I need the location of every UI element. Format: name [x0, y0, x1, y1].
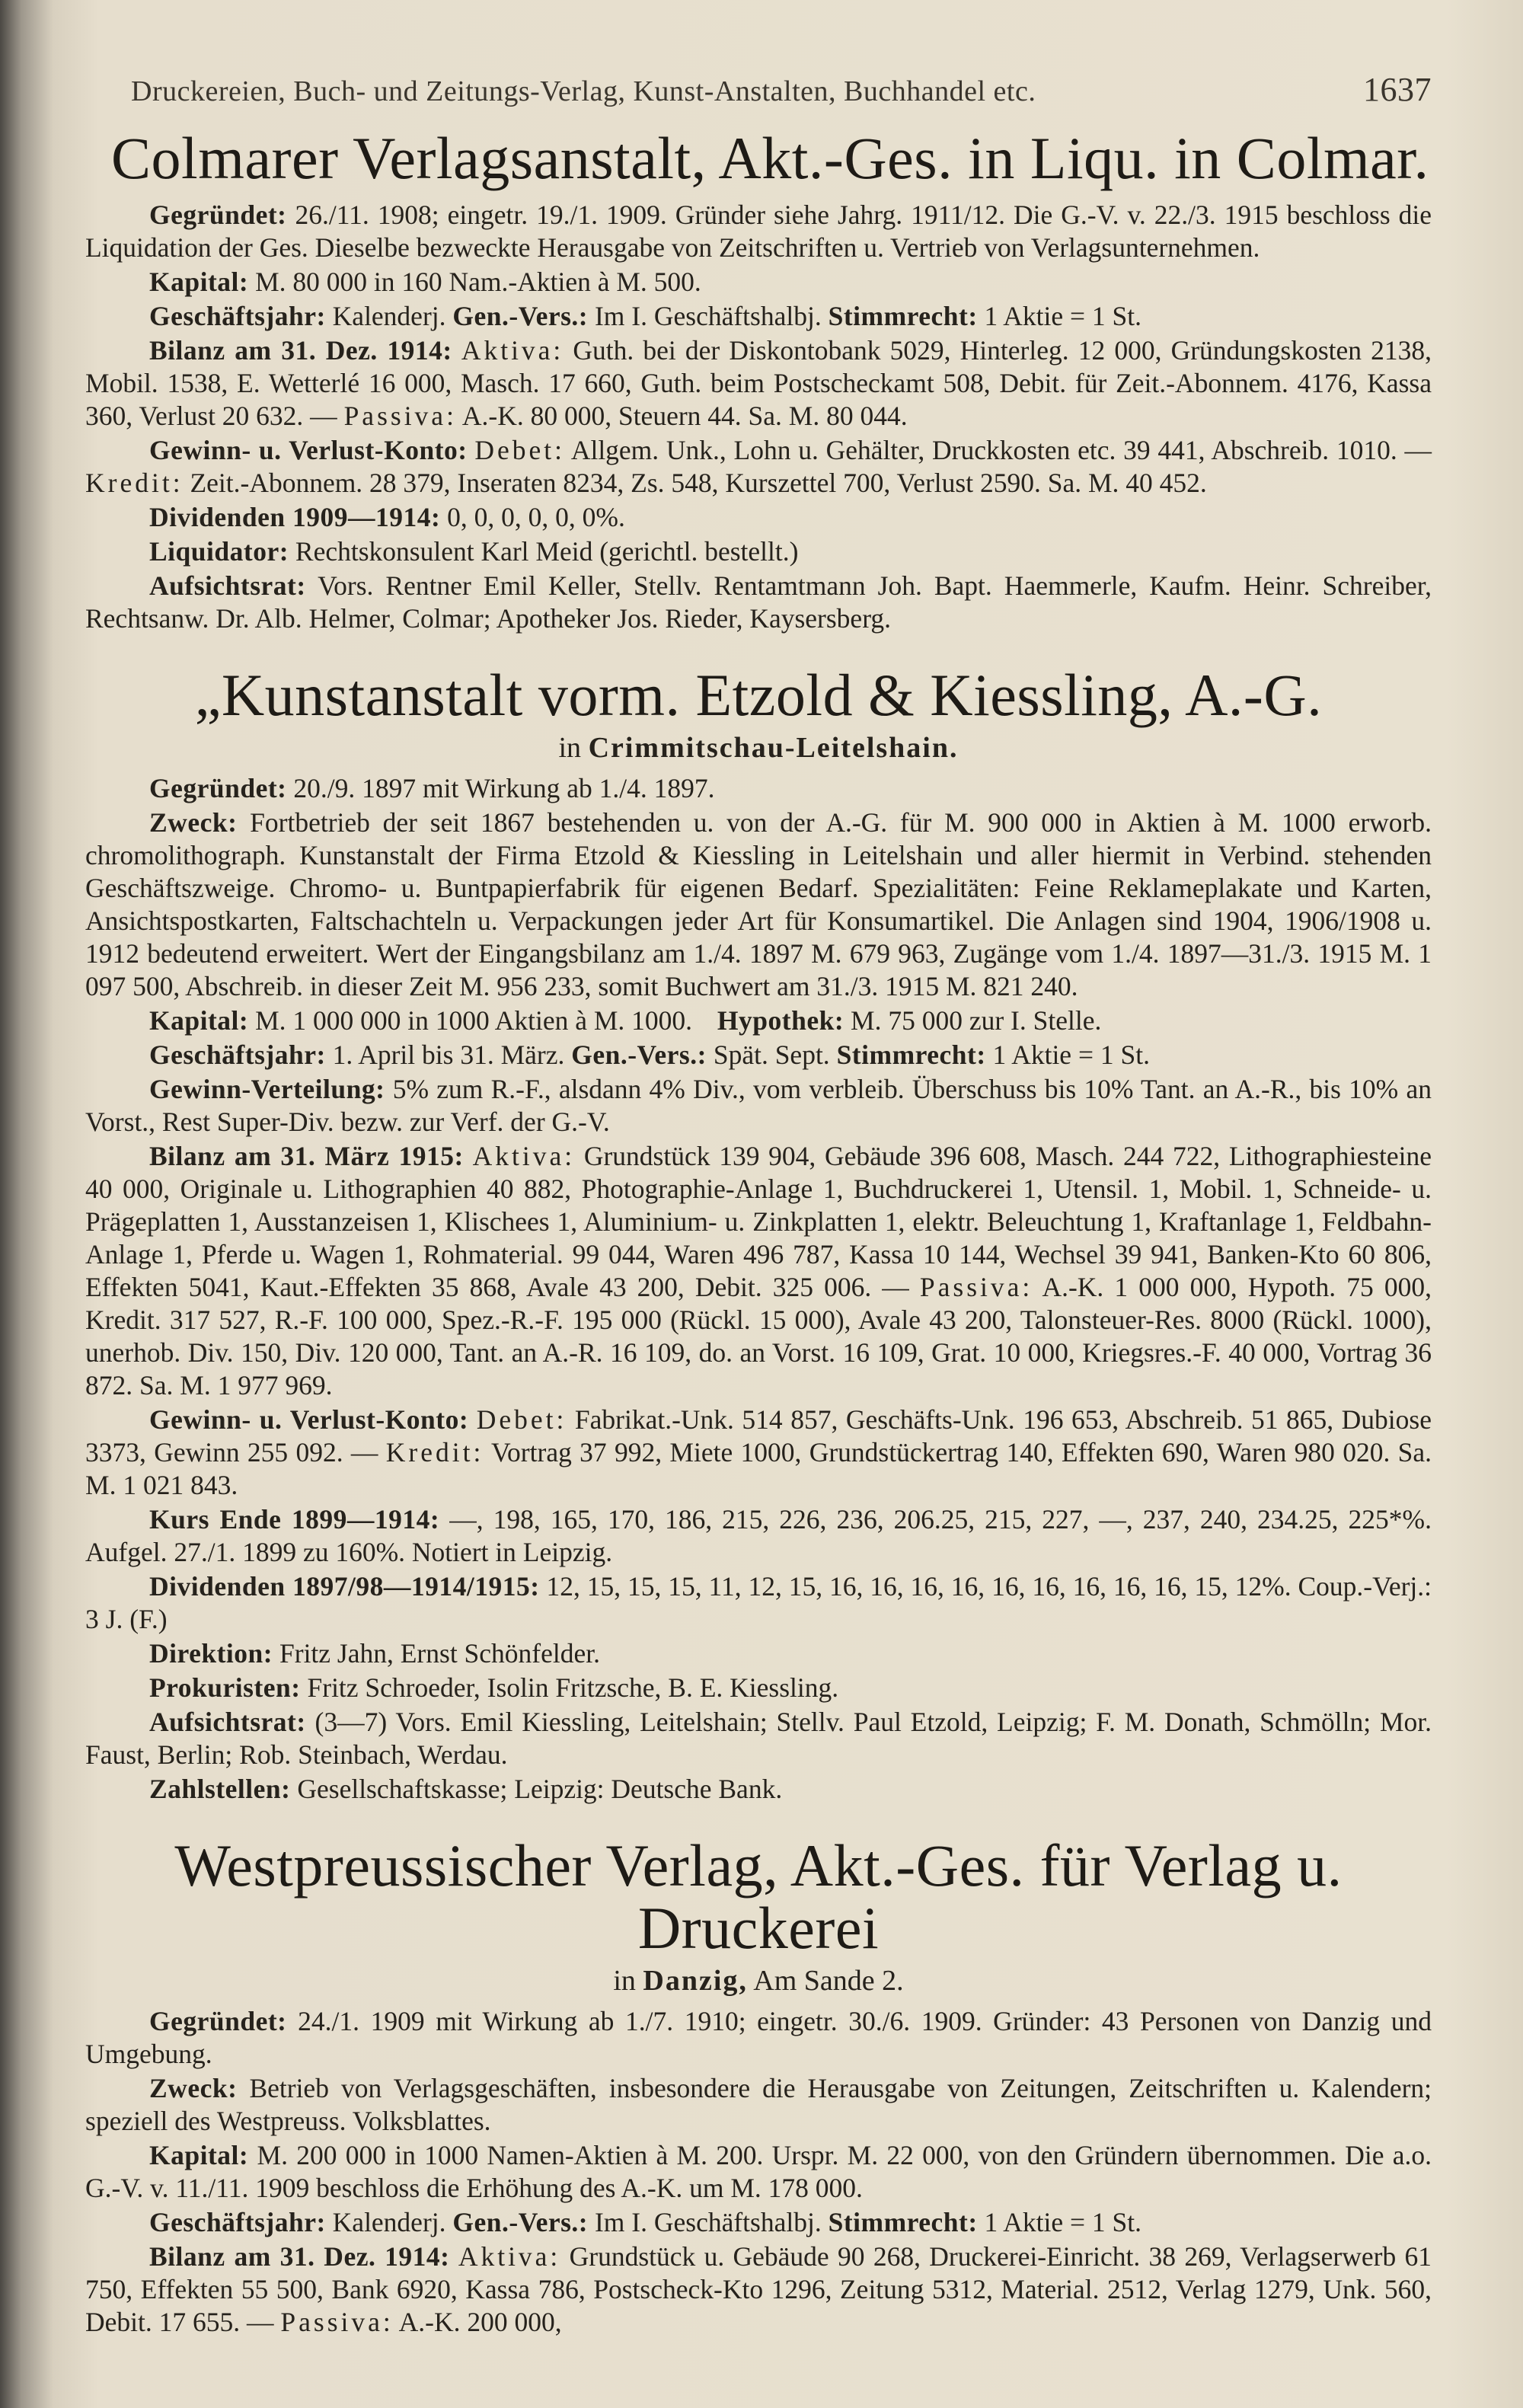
company-title: „Kunstanstalt vorm. Etzold & Kiessling, A.-G. [194, 661, 1323, 728]
company-location: in Crimmitschau-Leitelshain. [558, 731, 959, 764]
kurs-paragraph: Kurs Ende 1899—1914: —, 198, 165, 170, 186, 215, 226, 236, 206.25, 215, 227, —, 237, 240, 234.25, 225*%. Aufgel. 27./1. 1899 zu 160%. Notiert in Leipzig. [85, 1503, 1432, 1567]
kapital-paragraph: Kapital: M. 200 000 in 1000 Namen-Aktien à M. 200. Urspr. M. 22 000, von den Gründern übernommen. Die a.o. G.-V. v. 11./11. 1909 beschloss die Erhöhung des A.-K. um M. 178 000. [85, 2139, 1432, 2203]
kapital-paragraph: Kapital: M. 80 000 in 160 Nam.-Aktien à M. 500. [149, 266, 701, 297]
dividenden-paragraph: Dividenden 1909—1914: 0, 0, 0, 0, 0, 0%. [149, 501, 625, 532]
gegruendet-paragraph: Gegründet: 24./1. 1909 mit Wirkung ab 1./7. 1910; eingetr. 30./6. 1909. Gründer: 43 Personen von Danzig und Umgebung. [85, 2005, 1432, 2069]
zweck-paragraph: Zweck: Betrieb von Verlagsgeschäften, insbesondere die Herausgabe von Zeitungen, Zeitschriften u. Kalendern; speziell des Westpreuss. Volksblattes. [85, 2072, 1432, 2136]
liquidator-paragraph: Liquidator: Rechtskonsulent Karl Meid (gerichtl. bestellt.) [149, 535, 799, 567]
direktion-paragraph: Direktion: Fritz Jahn, Ernst Schönfelder. [149, 1637, 600, 1669]
geschaeftsjahr-paragraph: Geschäftsjahr: Kalenderj. Gen.-Vers.: Im I. Geschäftshalbj. Stimmrecht: 1 Aktie = 1 St. [149, 2206, 1141, 2237]
company-title: Colmarer Verlagsanstalt, Akt.-Ges. in Liqu. in Colmar. [111, 125, 1429, 191]
bilanz-paragraph: Bilanz am 31. Dez. 1914: Aktiva: Guth. bei der Diskontobank 5029, Hinterleg. 12 000, Gründungskosten 2138, Mobil. 1538, E. Wetterlé 16 000, Masch. 17 660, Guth. beim Postscheckamt 508, Debit. für Zeit.-Abonnem. 4176, Kassa 360, Verlust 20 632. — Passiva: A.-K. 80 000, Steuern 44. Sa. M. 80 044. [85, 334, 1432, 431]
geschaeftsjahr-paragraph: Geschäftsjahr: Kalenderj. Gen.-Vers.: Im I. Geschäftshalbj. Stimmrecht: 1 Aktie = 1 St. [149, 300, 1141, 331]
zahlstellen-paragraph: Zahlstellen: Gesellschaftskasse; Leipzig: Deutsche Bank. [149, 1773, 783, 1804]
prokuristen-paragraph: Prokuristen: Fritz Schroeder, Isolin Fritzsche, B. E. Kiessling. [149, 1672, 839, 1703]
company-entry-colmarer [85, 127, 1432, 635]
dividenden-paragraph: Dividenden 1897/98—1914/1915: 12, 15, 15, 15, 11, 12, 15, 16, 16, 16, 16, 16, 16, 16, 16, 16, 15, 12%. Coup.-Verj.: 3 J. (F.) [85, 1570, 1432, 1634]
bilanz-paragraph: Bilanz am 31. März 1915: Aktiva: Grundstück 139 904, Gebäude 396 608, Masch. 244 722, Lithographiesteine 40 000, Originale u. Lithographien 40 882, Photographie-Anlage 1, Buchdruckerei 1, Utensil. 1, Mobil. 1, Schneide- u. Prägeplatten 1, Ausstanzeisen 1, Klischees 1, Aluminium- u. Zinkplatten 1, elektr. Beleuchtung 1, Kraftanlage 1, Feldbahn-Anlage 1, Pferde u. Wagen 1, Rohmaterial. 99 044, Waren 496 787, Kassa 10 144, Wechsel 39 941, Banken-Kto 60 806, Effekten 5041, Kaut.-Effekten 35 868, Avale 43 200, Debit. 325 006. — Passiva: A.-K. 1 000 000, Hypoth. 75 000, Kredit. 317 527, R.-F. 100 000, Spez.-R.-F. 195 000 (Rückl. 15 000), Avale 43 200, Talonsteuer-Res. 8000 (Rückl. 1000), unerhob. Div. 150, Div. 120 000, Tant. an A.-R. 16 109, do. an Vorst. 16 109, Grat. 10 000, Kriegsres.-F. 40 000, Vortrag 36 872. Sa. M. 1 977 969. [85, 1140, 1432, 1400]
company-entry-westpreussischer [85, 1832, 1432, 2339]
page-number: 1637 [1363, 71, 1432, 108]
company-title: Westpreussischer Verlag, Akt.-Ges. für Verlag u. Druckerei [174, 1832, 1343, 1961]
gegruendet-paragraph: Gegründet: 20./9. 1897 mit Wirkung ab 1./4. 1897. [149, 772, 715, 803]
bilanz-paragraph: Bilanz am 31. Dez. 1914: Aktiva: Grundstück u. Gebäude 90 268, Druckerei-Einricht. 38 269, Verlagserwerb 61 750, Effekten 55 500, Bank 6920, Kassa 786, Postscheck-Kto 1296, Zeitung 5312, Material. 2512, Verlag 1279, Unk. 560, Debit. 17 655. — Passiva: A.-K. 200 000, [85, 2240, 1432, 2337]
geschaeftsjahr-paragraph: Geschäftsjahr: 1. April bis 31. März. Gen.-Vers.: Spät. Sept. Stimmrecht: 1 Aktie = 1 St. [149, 1039, 1150, 1070]
company-entry-kunstanstalt [85, 661, 1432, 1806]
running-head-title: Druckereien, Buch- und Zeitungs-Verlag, Kunst-Anstalten, Buchhandel etc. [131, 75, 1036, 107]
gewinn-paragraph: Gewinn- u. Verlust-Konto: Debet: Allgem. Unk., Lohn u. Gehälter, Druckkosten etc. 39 441, Abschreib. 1010. — Kredit: Zeit.-Abonnem. 28 379, Inseraten 8234, Zs. 548, Kurszettel 700, Verlust 2590. Sa. M. 40 452. [85, 434, 1432, 498]
gewinnverteilung-paragraph: Gewinn-Verteilung: 5% zum R.-F., alsdann 4% Div., vom verbleib. Überschuss bis 10% Tant. an A.-R., bis 10% an Vorst., Rest Super-Div. bezw. zur Verf. der G.-V. [85, 1073, 1432, 1137]
aufsichtsrat-paragraph: Aufsichtsrat: (3—7) Vors. Emil Kiessling, Leitelshain; Stellv. Paul Etzold, Leipzig; F. M. Donath, Schmölln; Mor. Faust, Berlin; Rob. Steinbach, Werdau. [85, 1706, 1432, 1770]
gewinn-paragraph: Gewinn- u. Verlust-Konto: Debet: Fabrikat.-Unk. 514 857, Geschäfts-Unk. 196 653, Abschreib. 51 865, Dubiose 3373, Gewinn 255 092. — Kredit: Vortrag 37 992, Miete 1000, Grundstückertrag 140, Effekten 690, Waren 980 020. Sa. M. 1 021 843. [85, 1404, 1432, 1500]
kapital-paragraph: Kapital: M. 1 000 000 in 1000 Aktien à M. 1000. Hypothek: M. 75 000 zur I. Stelle. [149, 1004, 1102, 1036]
zweck-paragraph: Zweck: Fortbetrieb der seit 1867 bestehenden u. von der A.-G. für M. 900 000 in Aktien à M. 1000 erworb. chromolithograph. Kunstanstalt der Firma Etzold & Kiessling in Leitelshain und aller hiermit in Verbind. stehenden Geschäftszweige. Chromo- u. Buntpapierfabrik für eigenen Bedarf. Spezialitäten: Feine Reklameplakate und Karten, Ansichtspostkarten, Faltschachteln u. Verpackungen jeder Art für Konsumartikel. Die Anlagen sind 1904, 1906/1908 u. 1912 bedeutend erweitert. Wert der Eingangsbilanz am 1./4. 1897 M. 679 963, Zugänge vom 1./4. 1897—31./3. 1915 M. 1 097 500, Abschreib. in dieser Zeit M. 956 233, somit Buchwert am 31./3. 1915 M. 821 240. [85, 806, 1432, 1001]
gegruendet-paragraph: Gegründet: 26./11. 1908; eingetr. 19./1. 1909. Gründer siehe Jahrg. 1911/12. Die G.-V. v. 22./3. 1915 beschloss die Liquidation der Ges. Dieselbe bezweckte Herausgabe von Zeitschriften u. Vertrieb von Verlagsunternehmen. [85, 199, 1432, 263]
company-location: in Danzig, Am Sande 2. [613, 1964, 904, 1997]
running-head [85, 70, 1432, 109]
aufsichtsrat-paragraph: Aufsichtsrat: Vors. Rentner Emil Keller, Stellv. Rentamtmann Joh. Bapt. Haemmerle, Kaufm. Heinr. Schreiber, Rechtsanw. Dr. Alb. Helmer, Colmar; Apotheker Jos. Rieder, Kaysersberg. [85, 570, 1432, 634]
